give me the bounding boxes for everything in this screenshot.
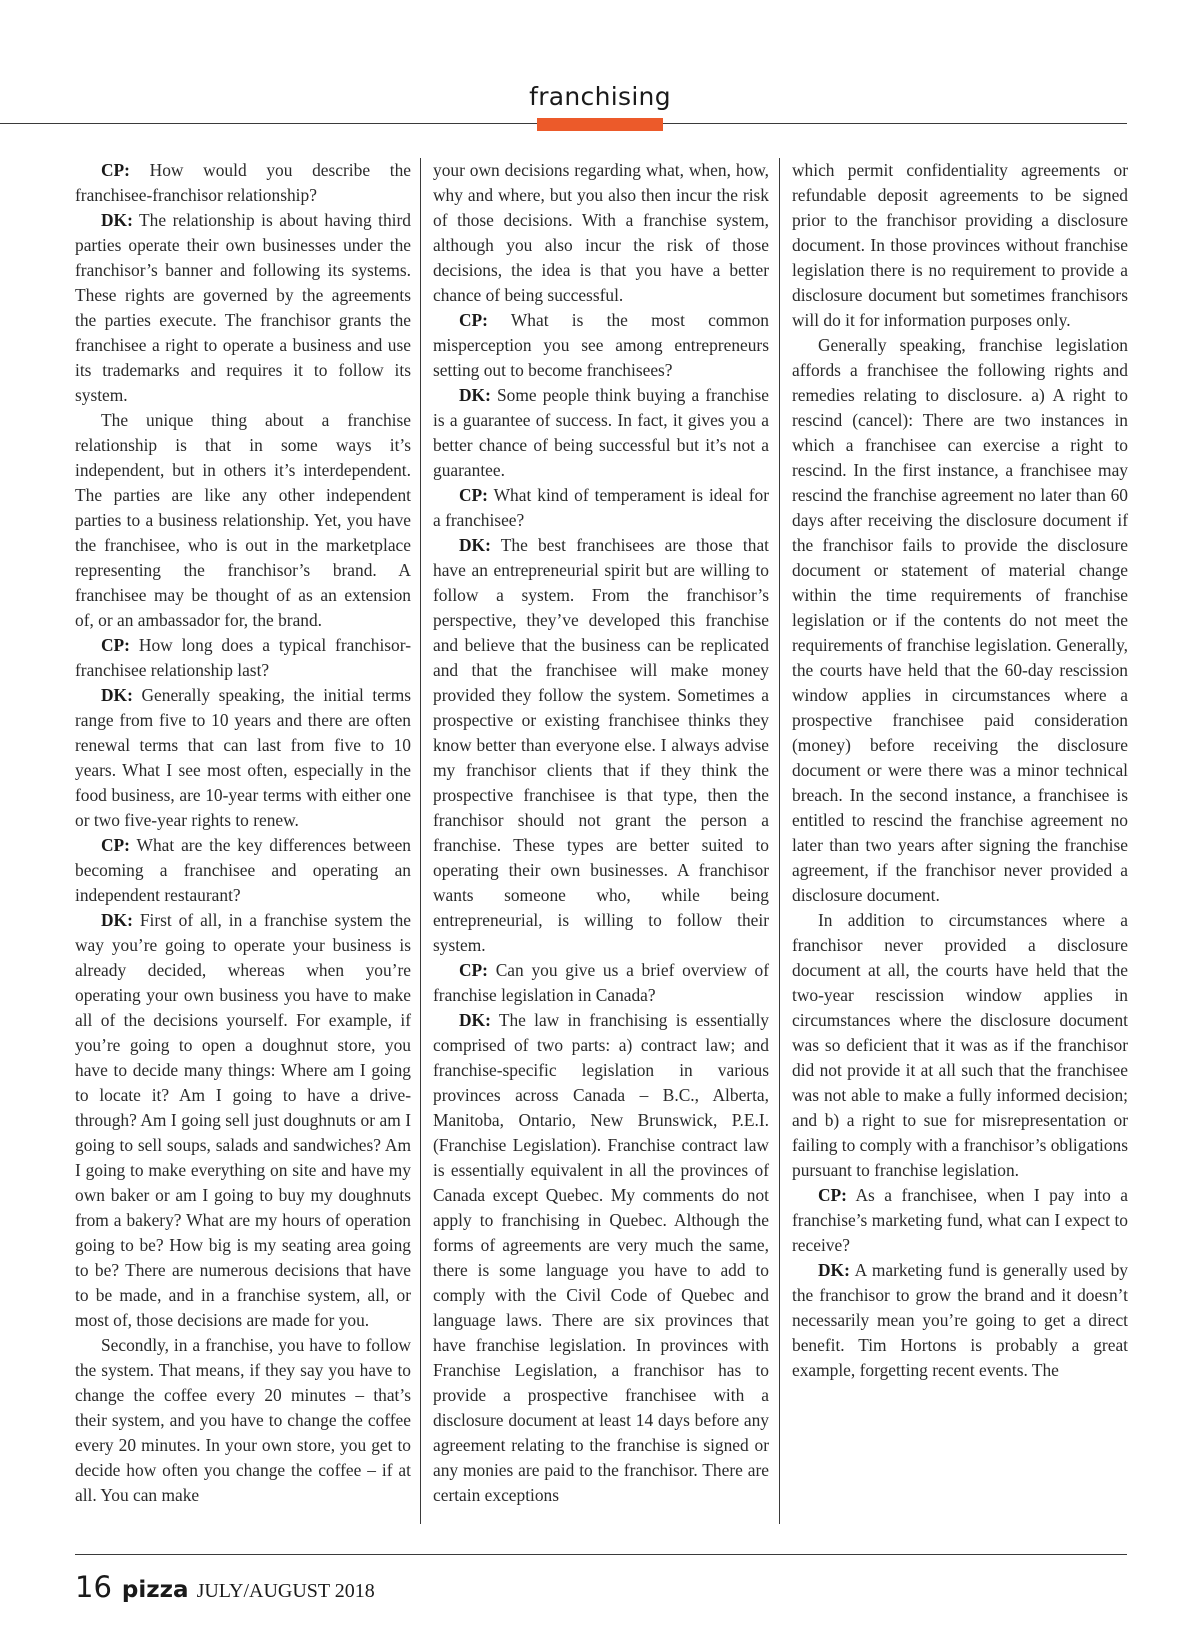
speaker-label: DK: [101,685,133,705]
article-column-3 [792,158,1128,1383]
speaker-label: DK: [101,910,133,930]
article-paragraph [75,908,411,1333]
paragraph-text: The relationship is about having third parties operate their own businesses under the franchisor’s banner and following its systems. These rights are governed by the agreements the parties execute. The franchisor grants the franchisee a right to operate a business and use its trademarks and requires it to follow its system. [75,210,411,405]
article-paragraph [433,158,769,308]
article-paragraph [792,908,1128,1183]
paragraph-text: What kind of temperament is ideal for a franchisee? [433,485,769,530]
article-paragraph [75,833,411,908]
magazine-name: pizza [121,1577,189,1603]
article-paragraph [75,1333,411,1508]
page-number: 16 [75,1570,112,1604]
column-divider [779,158,780,1524]
paragraph-text: Generally speaking, the initial terms range from five to 10 years and there are often renewal terms that can last from five to 10 years. What I see most often, especially in the food business, are 10-year terms with either one or two five-year rights to renew. [75,685,411,830]
speaker-label: CP: [459,485,488,505]
article-paragraph [75,408,411,633]
speaker-label: CP: [459,310,488,330]
article-paragraph [75,158,411,208]
article-paragraph [792,1258,1128,1383]
article-paragraph [792,158,1128,333]
paragraph-text: A marketing fund is generally used by the franchisor to grow the brand and it doesn’t necessarily mean you’re going to get a direct benefit. Tim Hortons is probably a great example, forgetting recent events. The [792,1260,1128,1380]
paragraph-text: The unique thing about a franchise relationship is that in some ways it’s independent, but in others it’s interdependent. The parties are like any other independent parties to a business relationship. Yet, you have the franchisee, who is out in the marketplace representing the franchisor’s brand. A franchisee may be thought of as an extension of, or an ambassador for, the brand. [75,410,411,630]
paragraph-text: The best franchisees are those that have an entrepreneurial spirit but are willing to follow a system. From the franchisor’s perspective, they’ve developed this franchise and believe that the business can be replicated and that the franchisee will make money provided they follow the system. Sometimes a prospective or existing franchisee thinks they know better than everyone else. I always advise my franchisor clients that if they think the prospective franchisee is that type, then the franchisor should not grant the person a franchise. These types are better suited to operating their own businesses. A franchisor wants someone who, while being entrepreneurial, is willing to follow their system. [433,535,769,955]
speaker-label: CP: [818,1185,847,1205]
speaker-label: DK: [459,1010,491,1030]
article-paragraph [433,308,769,383]
paragraph-text: Secondly, in a franchise, you have to follow the system. That means, if they say you have to change the coffee every 20 minutes – that’s their system, and you have to change the coffee every 20 minutes. In your own store, you get to decide how often you change the coffee – if at all. You can make [75,1335,411,1505]
paragraph-text: Generally speaking, franchise legislation affords a franchisee the following rights and remedies relating to disclosure. a) A right to rescind (cancel): There are two instances in which a franchisee can exercise a right to rescind. In the first instance, a franchisee may rescind the franchise agreement no later than 60 days after receiving the disclosure document if the franchisor fails to provide the disclosure document or statement of material change within the time requirements of franchise legislation or if the contents do not meet the requirements of franchise legislation. Generally, the courts have held that the 60-day rescission window applies in circumstances where a prospective franchisee paid consideration (money) before receiving the disclosure document or were there was a minor technical breach. In the second instance, a franchisee is entitled to rescind the franchise agreement no later than two years after signing the franchise agreement, if the franchisor never provided a disclosure document. [792,335,1128,905]
article-paragraph [792,1183,1128,1258]
speaker-label: DK: [459,535,491,555]
article-paragraph [433,958,769,1008]
article-paragraph [433,383,769,483]
footer-rule [75,1554,1127,1555]
article-paragraph [75,683,411,833]
paragraph-text: How long does a typical franchisor-franchisee relationship last? [75,635,411,680]
speaker-label: CP: [101,635,130,655]
paragraph-text: The law in franchising is essentially comprised of two parts: a) contract law; and franchise-specific legislation in various provinces across Canada – B.C., Alberta, Manitoba, Ontario, New Brunswick, P.E.I. (Franchise Legislation). Franchise contract law is essentially equivalent in all the provinces of Canada except Quebec. My comments do not apply to franchising in Quebec. Although the forms of agreements are very much the same, there is some language you have to add to comply with the Civil Code of Quebec and language laws. There are six provinces that have franchise legislation. In provinces with Franchise Legislation, a franchisor has to provide a prospective franchisee with a disclosure document at least 14 days before any agreement relating to the franchise is signed or any monies are paid to the franchisor. There are certain exceptions [433,1010,769,1505]
speaker-label: DK: [818,1260,850,1280]
article-paragraph [792,333,1128,908]
paragraph-text: What is the most common misperception you see among entrepreneurs setting out to become franchisees? [433,310,769,380]
accent-bar [537,118,663,131]
speaker-label: CP: [101,160,130,180]
paragraph-text: Can you give us a brief overview of franchise legislation in Canada? [433,960,769,1005]
paragraph-text: your own decisions regarding what, when, how, why and where, but you also then incur the risk of those decisions. With a franchise system, although you also incur the risk of those decisions, the idea is that you have a better chance of being successful. [433,160,769,305]
article-paragraph [75,633,411,683]
article-column-1 [75,158,411,1508]
section-title: franchising [529,82,671,111]
article-paragraph [433,533,769,958]
paragraph-text: Some people think buying a franchise is a guarantee of success. In fact, it gives you a better chance of being successful but it’s not a guarantee. [433,385,769,480]
column-divider [420,158,421,1524]
paragraph-text: First of all, in a franchise system the way you’re going to operate your business is already decided, whereas when you’re operating your own business you have to make all of the decisions yourself. For example, if you’re going to open a doughnut store, you have to decide many things: Where am I going to locate it? Am I going to have a drive-through? Am I going sell just doughnuts or am I going to sell soups, salads and sandwiches? Am I going to make everything on site and have my own baker or am I going to buy my doughnuts from a bakery? What are my hours of operation going to be? How big is my seating area going to be? There are numerous decisions that have to be made, and in a franchise system, all, or most of, those decisions are made for you. [75,910,411,1330]
paragraph-text: As a franchisee, when I pay into a franchise’s marketing fund, what can I expect to receive? [792,1185,1128,1255]
article-paragraph [433,483,769,533]
article-paragraph [75,208,411,408]
paragraph-text: What are the key differences between becoming a franchisee and operating an independent restaurant? [75,835,411,905]
paragraph-text: How would you describe the franchisee-franchisor relationship? [75,160,411,205]
paragraph-text: In addition to circumstances where a franchisor never provided a disclosure document at all, the courts have held that the two-year rescission window applies in circumstances where the disclosure document was so deficient that it was as if the franchisor did not provide it at all such that the franchisee was not able to make a fully informed decision; and b) a right to sue for misrepresentation or failing to comply with a franchisor’s obligations pursuant to franchise legislation. [792,910,1128,1180]
issue-date: JULY/AUGUST 2018 [196,1580,375,1602]
speaker-label: DK: [101,210,133,230]
speaker-label: DK: [459,385,491,405]
speaker-label: CP: [101,835,130,855]
speaker-label: CP: [459,960,488,980]
article-paragraph [433,1008,769,1508]
article-column-2 [433,158,769,1508]
page-footer [75,1570,375,1604]
paragraph-text: which permit confidentiality agreements or refundable deposit agreements to be signed prior to the franchisor providing a disclosure document. In those provinces without franchise legislation there is no requirement to provide a disclosure document but sometimes franchisors will do it for information purposes only. [792,160,1128,330]
